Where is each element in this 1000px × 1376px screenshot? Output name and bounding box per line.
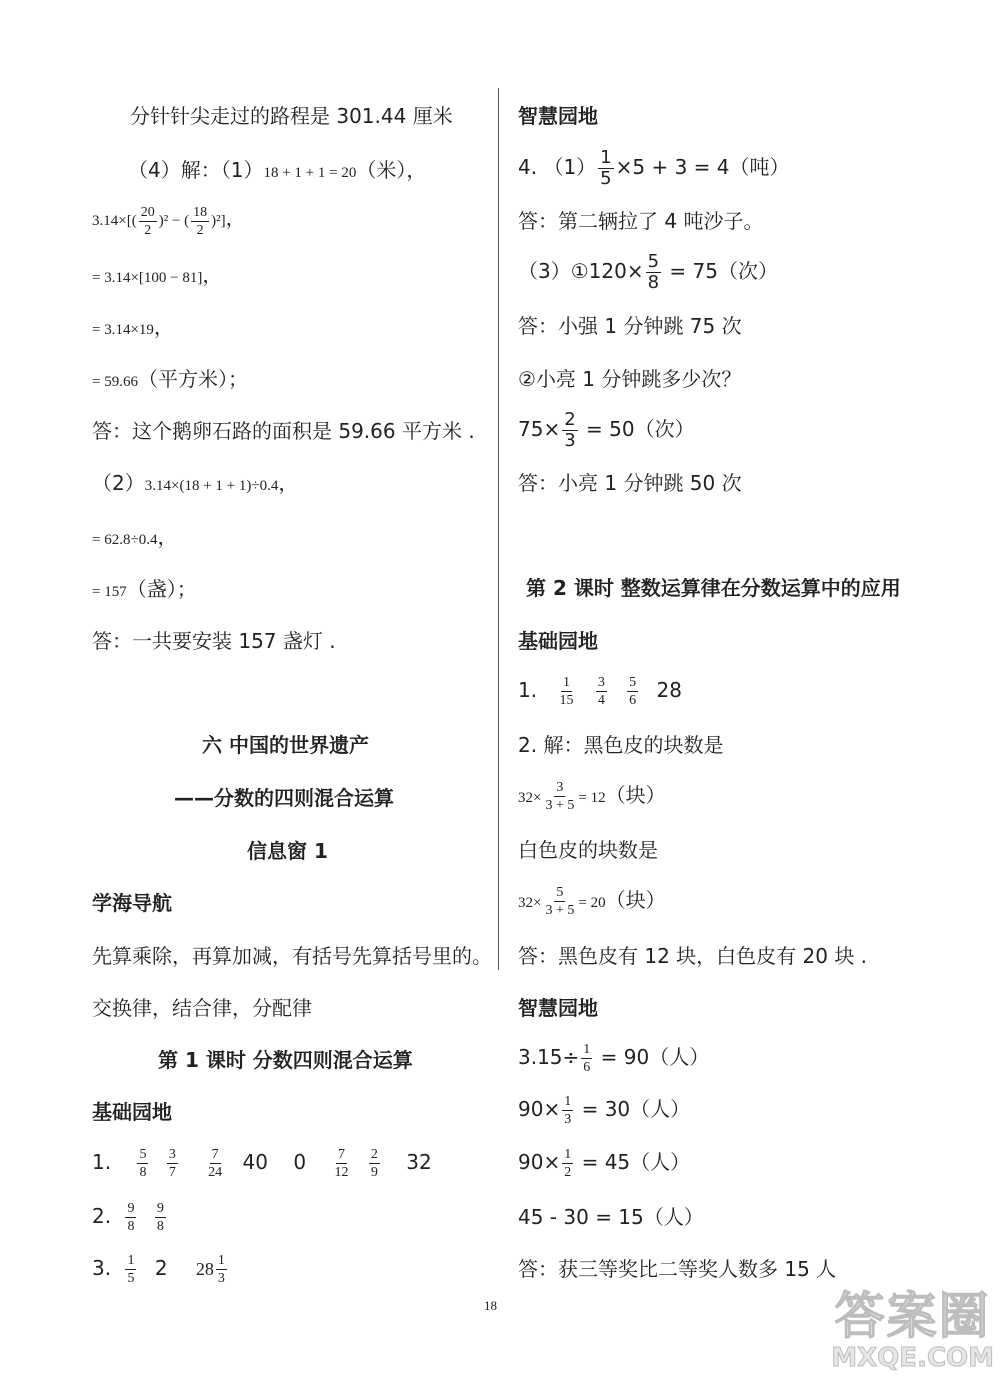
formula-line: （3）①120× $\frac{5}{8}$ = 75（次） <box>518 251 778 293</box>
section-heading: 学海导航 <box>92 891 172 915</box>
section-title: 信息窗 1 <box>247 839 328 863</box>
column-divider <box>498 88 499 970</box>
formula-line: 90× $\frac{1}{3}$ = 30（人） <box>518 1094 691 1127</box>
text-line: 2. 解：黑色皮的块数是 <box>518 733 724 757</box>
watermark-logo: 答案圈 MXQE.COM <box>831 1287 994 1373</box>
lesson-title: 第 1 课时 分数四则混合运算 <box>158 1048 413 1072</box>
text-line: 分针针尖走过的路程是 301.44 厘米 <box>130 104 453 128</box>
formula-line: 90× $\frac{1}{2}$ = 45（人） <box>518 1147 691 1180</box>
solution-line: （4）解：（1）18 + 1 + 1 = 20（米）， <box>128 158 427 182</box>
formula-line: = 62.8÷0.4， <box>92 525 178 549</box>
answer-line: 答：一共要安装 157 盏灯 . <box>92 629 336 653</box>
section-heading: 智慧园地 <box>518 996 598 1020</box>
formula-line: = 3.14×19， <box>92 315 174 339</box>
question-line: ②小亮 1 分钟跳多少次？ <box>518 367 742 391</box>
section-heading: 智慧园地 <box>518 104 598 128</box>
section-heading: 基础园地 <box>518 629 598 653</box>
formula-line: 3.15÷ $\frac{1}{6}$ = 90（人） <box>518 1042 710 1075</box>
chapter-subtitle: ——分数的四则混合运算 <box>174 786 394 810</box>
formula-line: 3.14×[( $\frac{20}{2}$ )² − ( $\frac{18}{2}$ )²]， <box>92 205 246 239</box>
chapter-title: 六 中国的世界遗产 <box>202 733 369 757</box>
formula-line: = 157（盏）； <box>92 577 197 601</box>
section-heading: 基础园地 <box>92 1100 172 1124</box>
formula-line: 32× $\frac{5}{3 + 5}$ = 20（块） <box>518 885 666 918</box>
formula-line: 4. （1） $\frac{1}{5}$ ×5 + 3 = 4（吨） <box>518 147 790 189</box>
text-line: 交换律，结合律，分配律 <box>92 996 312 1020</box>
formula-line: = 59.66（平方米）； <box>92 367 248 391</box>
answer-row: 2. $\frac{9}{8}$ $\frac{9}{8}$ <box>92 1201 164 1234</box>
formula-line: 32× $\frac{3}{3 + 5}$ = 12（块） <box>518 780 666 813</box>
answer-row: 1. $\frac{1}{15}$ $\frac{3}{4}$ $\frac{5}{6}$ 28 <box>518 675 682 708</box>
answer-line: 答：小强 1 分钟跳 75 次 <box>518 314 742 338</box>
text-line: 白色皮的块数是 <box>518 838 658 862</box>
solution-line: （2）3.14×(18 + 1 + 1)÷0.4， <box>92 471 299 495</box>
answer-line: 答：这个鹅卵石路的面积是 59.66 平方米 . <box>92 419 475 443</box>
formula-line: = 3.14×[100 − 81]， <box>92 263 223 287</box>
answer-line: 答：第二辆拉了 4 吨沙子。 <box>518 209 764 233</box>
lesson-title: 第 2 课时 整数运算律在分数运算中的应用 <box>526 576 901 600</box>
answer-line: 答：获三等奖比二等奖人数多 15 人 <box>518 1257 837 1281</box>
formula-line: 75× $\frac{2}{3}$ = 50（次） <box>518 409 695 451</box>
answer-row: 1. $\frac{5}{8}$ $\frac{3}{7}$ $\frac{7}{24}$ 40 0 $\frac{7}{12}$ $\frac{2}{9}$ 32 <box>92 1147 432 1180</box>
page-number: 18 <box>484 1298 497 1313</box>
answer-line: 答：小亮 1 分钟跳 50 次 <box>518 471 742 495</box>
answer-line: 答：黑色皮有 12 块，白色皮有 20 块 . <box>518 944 868 968</box>
text-line: 先算乘除，再算加减，有括号先算括号里的。 <box>92 944 492 968</box>
formula-line: 45 - 30 = 15（人） <box>518 1205 704 1229</box>
answer-row: 3. $\frac{1}{5}$ 2 28 $\frac{1}{3}$ <box>92 1253 225 1286</box>
